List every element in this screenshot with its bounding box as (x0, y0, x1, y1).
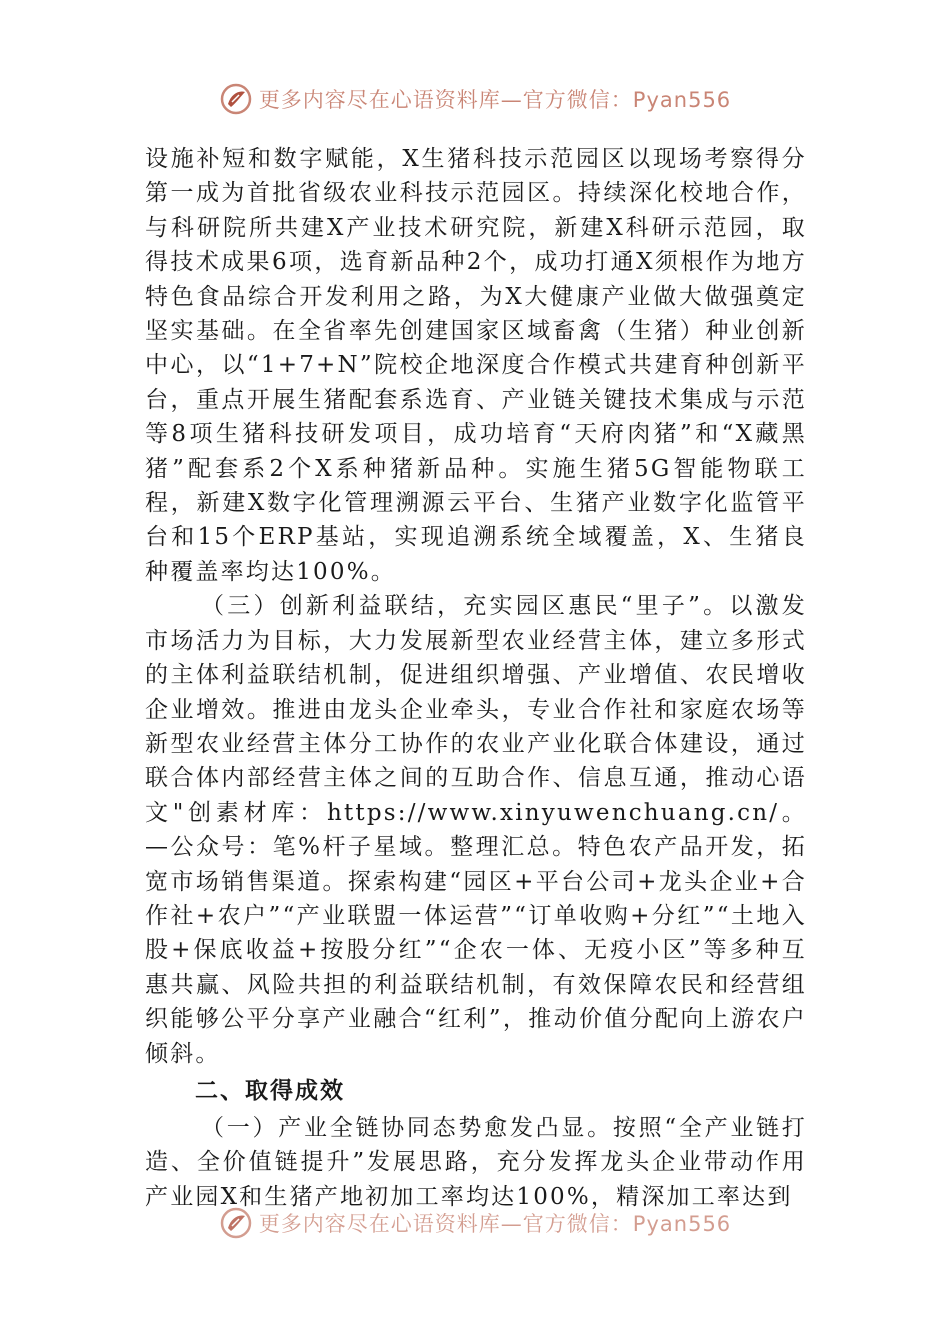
section-heading: 二、取得成效 (195, 1077, 345, 1104)
watermark-footer (0, 1206, 950, 1240)
watermark-logo-icon (219, 82, 253, 116)
watermark-logo-icon (219, 1206, 253, 1240)
paragraph-results: （一）产业全链协同态势愈发凸显。按照“全产业链打造、全价值链提升”发展思路，充分发挥龙头企业带动作用产业园X和生猪产地初加工率均达100%，精深加工率达到 (145, 1114, 807, 1210)
watermark-header (0, 82, 950, 116)
document-body (145, 142, 807, 1214)
paragraph-innovation: （三）创新利益联结，充实园区惠民“里子”。以激发市场活力为目标，大力发展新型农业经营主体，建立多形式的主体利益联结机制，促进组织增强、产业增值、农民增收企业增效。推进由龙头企业牵头，专业合作社和家庭农场等新型农业经营主体分工协作的农业产业化联合体建设，通过联合体内部经营主体之间的互助合作、信息互通，推动心语文"创素材库：https://www.xinyuwenchuang.cn/。—公众号：笔%杆子星域。整理汇总。特色农产品开发，拓宽市场销售渠道。探索构建“园区+平台公司+龙头企业+合作社+农户”“产业联盟一体运营”“订单收购+分红”“土地入股+保底收益+按股分红”“企农一体、无疫小区”等多种互惠共赢、风险共担的利益联结机制，有效保障农民和经营组织能够公平分享产业融合“红利”，推动价值分配向上游农户倾斜。 (145, 593, 807, 1067)
watermark-text: 更多内容尽在心语资料库—官方微信：Pyan556 (258, 88, 732, 112)
paragraph-continued: 设施补短和数字赋能，X生猪科技示范园区以现场考察得分第一成为首批省级农业科技示范园区。持续深化校地合作，与科研院所共建X产业技术研究院，新建X科研示范园，取得技术成果6项，选育新品种2个，成功打通X须根作为地方特色食品综合开发利用之路，为X大健康产业做大做强奠定坚实基础。在全省率先创建国家区域畜禽（生猪）种业创新中心，以“1+7+N”院校企地深度合作模式共建育种创新平台，重点开展生猪配套系选育、产业链关键技术集成与示范等8项生猪科技研发项目，成功培育“天府肉猪”和“X藏黑猪”配套系2个X系种猪新品种。实施生猪5G智能物联工程，新建X数字化管理溯源云平台、生猪产业数字化监管平台和15个ERP基站，实现追溯系统全域覆盖，X、生猪良种覆盖率均达100%。 (145, 146, 807, 585)
watermark-text: 更多内容尽在心语资料库—官方微信：Pyan556 (258, 1212, 732, 1236)
